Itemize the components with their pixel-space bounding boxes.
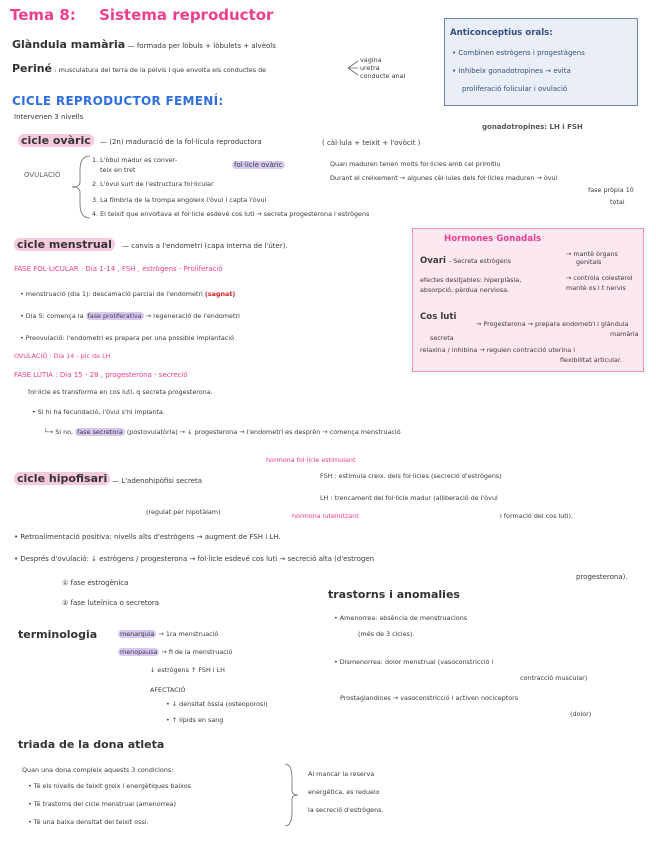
terminologia-title: terminologia [18,628,98,641]
ovulacio-line: OVULACIÓ : Dia 14 - pic de LH [14,352,111,360]
triada-item-2: • Té trastorns del cicle menstrual (amenorrea) [28,800,176,808]
fase-lutia: FASE LÚTIA : Dia 15 - 28 , progesterona - secreció [14,371,188,379]
ovaric-step-3: 3. La fímbria de la trompa engoleix l'òvul i capta l'òvul [92,196,267,204]
fase-folicular: FASE FOL·LICULAR : Dia 1-14 , FSH , estrògens - Proliferació [14,265,223,273]
menstrual-item-2: • Dia 5: comença la fase proliferativa → regeneració de l'endometri [20,312,240,320]
ovaric-line5: total [610,198,625,206]
hormones-ovari: Ovari - Secreta estrògens [420,256,512,266]
efectes-2: absorpció, pèrdua nerviosa. [420,286,510,294]
relaxina-1: relaxina / inhibina → regulen contracció uterina i [420,346,575,354]
hormona1-label: hormona fol·licle estimulant [266,456,356,464]
brace-icon [282,760,300,830]
ovaric-line4: fase pròpia 10 [588,186,634,194]
ovaric-line3: Durant el creixement → algunes cèl·lules dels fol·licles maduren → òvul [330,174,558,182]
menstrual-item-3: • Preovulació: l'endometri es prepara per una possible implantació [20,334,234,342]
brace-icon [346,58,362,78]
perine-target-1: vagina [360,56,382,64]
ovaric-step-1: 1. L'òbul madur es conver- [92,156,178,164]
trastorns-item-6: (dolor) [570,710,592,718]
terminologia-sub1: ↓ estrògens ↑ FSH i LH [150,666,225,674]
ovaric-ovulacio: OVULACIÓ [24,171,61,179]
anticonceptius-item-2: • Inhibeix gonadotropines → evita [452,67,571,75]
anticonceptius-title: Anticonceptius orals: [450,28,553,38]
anticonceptius-item-3: proliferació folicular i ovulació [462,85,568,93]
fase2-line1: fol·licle es transforma en cos luti, q secreta progesterona. [28,388,213,396]
ovari-target-4: mantè os i t nervis [566,284,626,292]
triada-note-1: Al mancar la reserva [308,770,375,778]
triada-note-3: la secreció d'estrògens. [308,806,384,814]
perine-text: : musculatura del terra de la pelvis i que envolta els conductes de [54,66,267,74]
perine-target-2: uretra [360,64,380,72]
ovaric-layers: ( càl·lula + teixit + l'ovòcit ) [322,139,421,147]
hipofisari-retro: • Retroalimentació positiva: nivells alts d'estrògens → augment de FSH i LH. [14,533,281,541]
hormones-title: Hormones Gonadals [444,234,542,244]
glandula-line [12,38,276,52]
ovari-target-3: → controla colesterol [566,274,633,282]
ovaric-step-4: 4. El teixit que envoltava el fol·licle esdevé cos luti → secreta progesterona i estrògens [92,210,370,218]
page-title [10,6,273,24]
ovari-target-1: → mantè òrgans [566,250,618,258]
trastorns-item-2: (més de 3 cicles). [358,630,415,638]
triada-note-2: energètica, es redueix [308,788,380,796]
lh-line2: i formació del cos luti). [500,512,574,520]
menstrual-item-1: • menstruació (dia 1): descamació parcial de l'endometri (sagnat) [20,290,236,298]
menstrual-intro: — canvis a l'endometri (capa interna de l'úter). [122,242,288,250]
hipofisari-fase-1: ① fase estrogènica [62,579,129,587]
trastorns-item-5: Prostaglandines → vasoconstricció i activen nociceptors [340,694,519,702]
efectes-1: efectes desitjables: hiperplàsia, [420,276,522,284]
afectacio-2: • ↑ lípids en sang [166,716,224,724]
ovaric-intro: — (2n) maduració de la fol·lícula reproductora [100,138,262,146]
hipofisari-despres2: progesterona). [576,573,628,581]
triada-intro: Quan una dona compleix aquests 3 condicions: [22,766,174,774]
ovaric-title: cicle ovàric [18,134,94,148]
perine-target-3: conducte anal [360,72,406,80]
hipofisari-fase-2: ② fase luteïnica o secretora [62,599,160,607]
trastorns-item-3: • Dismenorrea: dolor menstrual (vasoconstricció i [334,658,494,666]
hipofisari-title: cicle hipofisari [14,472,110,486]
triada-item-3: • Té una baixa densitat del teixit ossi. [28,818,149,826]
terminologia-afectacio: AFECTACIÓ [150,686,186,694]
menopausa-line: menopausa → fi de la menstruació [120,648,233,656]
menarquia-line: menarquia → 1ra menstruació [120,630,219,638]
trastorns-item-1: • Amenorrea: absència de menstruacions [334,614,468,622]
cosluti-secreta: secreta [430,334,454,342]
hormona2-label: hormona luteïnitzant [292,512,359,520]
ovaric-step-1b: teix en tret [100,166,136,174]
fase2-line3: └→ Si no, fase secretora (postovulatòria) → ↓ progesterona → l'endometri es desprèn → comença menstruació [44,428,401,436]
relaxina-2: flexibilitat articular. [560,356,622,364]
cosluti-desc: → Progesterona → prepara endometri i glàndula [476,320,629,328]
cosluti-desc2: mamària [610,330,639,338]
ovaric-step-2: 2. L'òvul surt de l'estructura fol·licular [92,180,214,188]
hormones-cosluti: Cos luti [420,312,457,322]
trastorns-title: trastorns i anomalies [328,588,460,601]
fsh-line: FSH : estimula creix. dels fol·licles (secreció d'estrògens) [320,472,502,480]
ovaric-phase-label: fol·licle ovàric [234,161,283,169]
perine-line [12,62,266,76]
ovaric-line2: Quan maduren tenen molts fol·licles amb cel primitiu [330,160,501,168]
cicle-sub: Intervenen 3 nivells [14,113,84,121]
lh-line: LH : trencament del fol·licle madur (alliberació de l'òvul [320,494,498,502]
cicle-heading: CICLE REPRODUCTOR FEMENÍ: [12,94,224,108]
title-tema: Tema 8: [10,6,76,24]
triada-item-1: • Té els nivells de teixit greix i energètiques baixos [28,782,191,790]
gonadotropines-note: gonadotropines: LH i FSH [482,123,583,131]
brace-icon [62,152,94,222]
glandula-text: — formada per lòbuls + lòbulets + alvèols [127,42,276,50]
menstrual-title: cicle menstrual [14,238,115,252]
trastorns-item-4: contracció muscular) [520,674,588,682]
afectacio-1: • ↓ densitat òssia (osteoporosi) [166,700,268,708]
ovari-target-2: genitals [576,258,602,266]
glandula-label: Glàndula mamària [12,38,126,51]
hipofisari-regulat: (regulat per hipotàlam) [146,508,221,516]
anticonceptius-item-1: • Combinen estrògens i progestàgens [452,49,585,57]
hipofisari-despres: • Després d'ovulació: ↓ estrògens / progesterona → fol·licle esdevé cos luti → secreció alta (d'estrogen [14,555,375,563]
fase2-line2: • Si hi ha fecundació, l'òvul s'hi implanta. [32,408,165,416]
title-name: Sistema reproductor [99,6,274,24]
hipofisari-text: — L'adenohipòfisi secreta [112,477,203,485]
triada-title: triada de la dona atleta [18,738,165,751]
perine-label: Periné [12,62,53,75]
